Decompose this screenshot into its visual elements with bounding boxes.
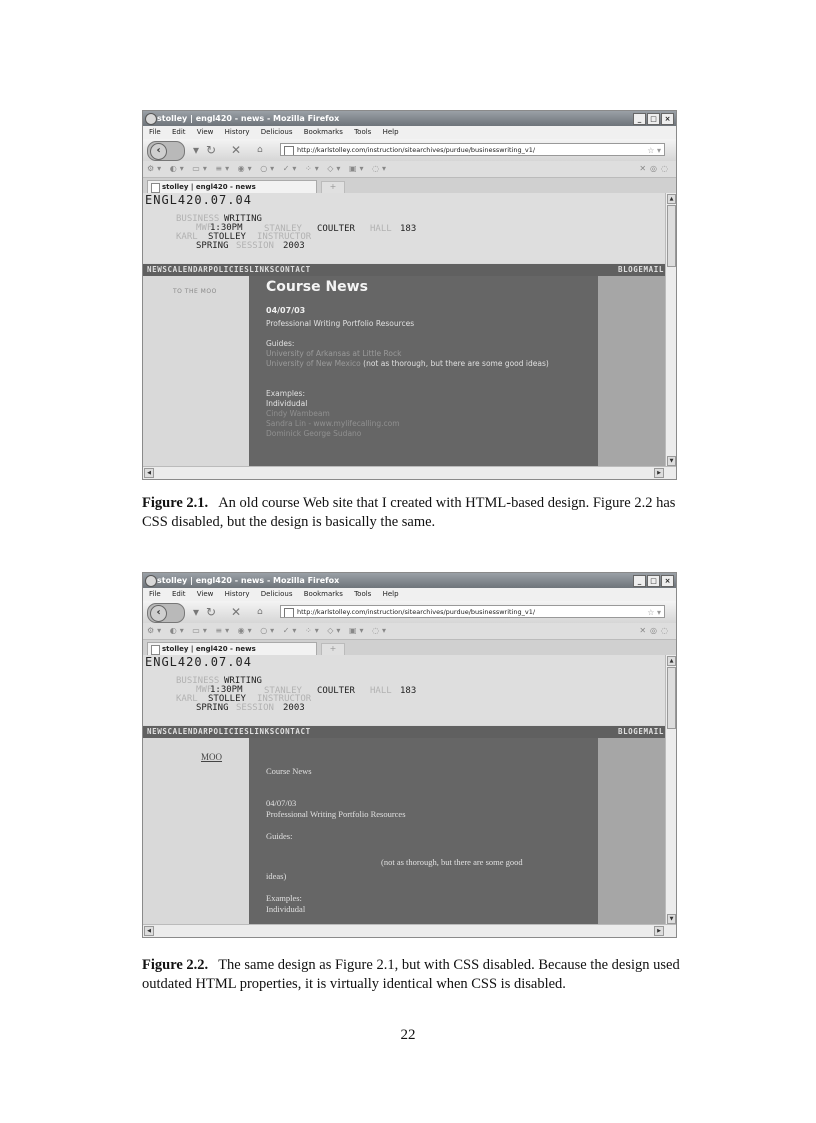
header-hall: HALL xyxy=(370,686,392,696)
reload-icon[interactable]: ↻ xyxy=(206,605,217,619)
header-business: BUSINESS xyxy=(176,214,220,224)
menu-item-delicious[interactable]: Delicious xyxy=(260,128,293,136)
guide-note-line-2: ideas) xyxy=(266,871,287,881)
header-instructor: INSTRUCTOR xyxy=(257,694,312,704)
scroll-right-icon[interactable]: ▶ xyxy=(654,926,664,936)
horizontal-scrollbar[interactable] xyxy=(143,924,676,937)
scroll-down-icon[interactable]: ▼ xyxy=(667,456,676,466)
news-panel xyxy=(249,276,598,467)
header-session: SESSION xyxy=(236,241,274,251)
right-column xyxy=(598,738,666,925)
toolbar-right-icons[interactable]: ✕◎◌ xyxy=(639,164,672,173)
header-writing: WRITING xyxy=(224,676,262,686)
window-title: stolley | engl420 - news - Mozilla Firefox xyxy=(157,576,340,585)
site-nav xyxy=(143,726,666,738)
site-nav-blog-email[interactable]: BLOGEMAIL xyxy=(617,727,664,736)
header-stolley: STOLLEY xyxy=(208,694,246,704)
header-time: 1:30PM xyxy=(210,685,243,695)
url-text: http://karlstolley.com/instruction/sitearchives/purdue/businesswriting_v1/ xyxy=(297,146,536,154)
menu-item-view[interactable]: View xyxy=(196,590,214,598)
moo-sidebar-link[interactable]: TO THE MOO xyxy=(173,288,217,295)
scroll-right-icon[interactable]: ▶ xyxy=(654,468,664,478)
scroll-up-icon[interactable]: ▲ xyxy=(667,656,676,666)
close-icon[interactable]: × xyxy=(661,113,674,125)
news-subtitle: Professional Writing Portfolio Resources xyxy=(266,809,406,819)
scroll-down-icon[interactable]: ▼ xyxy=(667,914,676,924)
url-text: http://karlstolley.com/instruction/sitearchives/purdue/businesswriting_v1/ xyxy=(297,608,536,616)
window-controls xyxy=(633,113,674,125)
minimize-icon[interactable]: _ xyxy=(633,113,646,125)
window-titlebar xyxy=(143,111,676,126)
firefox-icon xyxy=(145,113,157,125)
guides-label: Guides: xyxy=(266,831,293,841)
site-nav-blog-email[interactable]: BLOGEMAIL xyxy=(617,265,664,274)
tab-strip xyxy=(143,640,676,655)
menu-item-bookmarks[interactable]: Bookmarks xyxy=(303,128,343,136)
figure-2-1-caption xyxy=(142,494,682,532)
right-column xyxy=(598,276,666,467)
example-link-sudano[interactable]: Dominick George Sudano xyxy=(266,429,362,438)
stop-icon[interactable]: ✕ xyxy=(231,143,242,157)
header-writing: WRITING xyxy=(224,214,262,224)
guides-label: Guides: xyxy=(266,339,295,348)
site-nav xyxy=(143,264,666,276)
menu-item-help[interactable]: Help xyxy=(382,128,399,136)
home-icon[interactable]: ⌂ xyxy=(257,145,263,155)
scroll-thumb[interactable] xyxy=(667,205,676,267)
header-mwf: MWF xyxy=(196,685,213,695)
menu-item-bookmarks[interactable]: Bookmarks xyxy=(303,590,343,598)
navigation-toolbar xyxy=(143,601,676,623)
menu-item-history[interactable]: History xyxy=(224,128,250,136)
figure-2-1-label: Figure 2.1. xyxy=(142,495,209,511)
stop-icon[interactable]: ✕ xyxy=(231,605,242,619)
url-bar[interactable] xyxy=(280,605,665,618)
page-number: 22 xyxy=(400,1027,416,1043)
menu-item-edit[interactable]: Edit xyxy=(171,590,186,598)
header-coulter: COULTER xyxy=(317,224,355,234)
navigation-toolbar xyxy=(143,139,676,161)
menu-item-history[interactable]: History xyxy=(224,590,250,598)
dropdown-icon[interactable]: ▾ xyxy=(193,605,200,619)
course-news-heading: Course News xyxy=(266,766,312,776)
news-panel-unstyled xyxy=(249,738,598,925)
example-individual: Individudal xyxy=(266,399,308,408)
tab-engl420-news[interactable]: stolley | engl420 - news xyxy=(147,642,317,655)
examples-label: Examples: xyxy=(266,389,305,398)
figure-2-2-label: Figure 2.2. xyxy=(142,957,209,973)
guide-note: (not as thorough, but there are some good ideas) xyxy=(360,359,549,368)
extensions-toolbar xyxy=(143,623,676,640)
menu-item-file[interactable]: File xyxy=(149,590,161,598)
header-karl: KARL xyxy=(176,694,198,704)
figure-2-1-screenshot xyxy=(142,110,677,480)
firefox-icon xyxy=(145,575,157,587)
scroll-left-icon[interactable]: ◀ xyxy=(144,468,154,478)
header-time: 1:30PM xyxy=(210,223,243,233)
guide-link-new-mexico[interactable]: University of New Mexico xyxy=(266,359,361,368)
header-stanley: STANLEY xyxy=(264,686,302,696)
header-spring: SPRING xyxy=(196,703,229,713)
header-mwf: MWF xyxy=(196,223,213,233)
header-year: 2003 xyxy=(283,703,305,713)
example-link-wambeam[interactable]: Cindy Wambeam xyxy=(266,409,330,418)
maximize-icon[interactable]: □ xyxy=(647,113,660,125)
figure-2-1-text: An old course Web site that I created with HTML-based design. Figure 2.2 has CSS disabled, but the design is basically the same. xyxy=(142,495,676,530)
figure-2-2-screenshot xyxy=(142,572,677,938)
guide-link-arkansas[interactable]: University of Arkansas at Little Rock xyxy=(266,349,402,358)
web-page xyxy=(143,193,666,467)
back-forward-buttons[interactable] xyxy=(147,603,185,623)
site-header xyxy=(143,655,666,725)
header-spring: SPRING xyxy=(196,241,229,251)
new-tab-button[interactable]: + xyxy=(321,643,345,656)
news-date: 04/07/03 xyxy=(266,798,297,808)
bookmark-star-icon[interactable]: ☆ ▾ xyxy=(647,146,661,155)
menu-item-edit[interactable]: Edit xyxy=(171,128,186,136)
scroll-up-icon[interactable]: ▲ xyxy=(667,194,676,204)
header-coulter: COULTER xyxy=(317,686,355,696)
url-bar[interactable] xyxy=(280,143,665,156)
home-icon[interactable]: ⌂ xyxy=(257,607,263,617)
vertical-scrollbar[interactable] xyxy=(665,193,676,467)
back-arrow-icon[interactable]: ‹ xyxy=(150,605,167,622)
site-title: ENGL420.07.04 xyxy=(145,655,252,669)
menu-item-help[interactable]: Help xyxy=(382,590,399,598)
menu-bar xyxy=(143,588,676,601)
page-icon xyxy=(284,146,294,156)
window-controls xyxy=(633,575,674,587)
menu-bar xyxy=(143,126,676,139)
site-nav-links[interactable]: NEWSCALENDARPOLICIESLINKSCONTACT xyxy=(147,727,311,736)
dropdown-icon[interactable]: ▾ xyxy=(193,143,200,157)
site-nav-links[interactable]: NEWSCALENDARPOLICIESLINKSCONTACT xyxy=(147,265,311,274)
scroll-thumb[interactable] xyxy=(667,667,676,729)
window-titlebar xyxy=(143,573,676,588)
guide-note-line-1: (not as thorough, but there are some good xyxy=(381,857,523,867)
examples-label: Examples: xyxy=(266,893,302,903)
back-arrow-icon[interactable]: ‹ xyxy=(150,143,167,160)
reload-icon[interactable]: ↻ xyxy=(206,143,217,157)
menu-item-file[interactable]: File xyxy=(149,128,161,136)
back-forward-buttons[interactable] xyxy=(147,141,185,161)
guide-new-mexico xyxy=(266,359,586,369)
extension-icons[interactable]: ⚙▾ ◐▾ ▭▾ ≡▾ ◉▾ ○▾ ✓▾ ⁘▾ ◇▾ ▣▾ ◌▾ xyxy=(147,164,390,173)
vertical-scrollbar[interactable] xyxy=(665,655,676,925)
extension-icons[interactable]: ⚙▾ ◐▾ ▭▾ ≡▾ ◉▾ ○▾ ✓▾ ⁘▾ ◇▾ ▣▾ ◌▾ xyxy=(147,626,390,635)
news-date: 04/07/03 xyxy=(266,306,306,315)
header-karl: KARL xyxy=(176,232,198,242)
figure-2-2-text: The same design as Figure 2.1, but with CSS disabled. Because the design used outdated HTML properties, it is virtually identical when CSS is disabled. xyxy=(142,957,680,992)
header-instructor: INSTRUCTOR xyxy=(257,232,312,242)
example-individual: Individudal xyxy=(266,904,306,914)
example-link-lin[interactable]: Sandra Lin - www.mylifecalling.com xyxy=(266,419,400,428)
header-stanley: STANLEY xyxy=(264,224,302,234)
header-business: BUSINESS xyxy=(176,676,220,686)
extensions-toolbar xyxy=(143,161,676,178)
menu-item-view[interactable]: View xyxy=(196,128,214,136)
news-subtitle: Professional Writing Portfolio Resources xyxy=(266,319,415,328)
menu-item-tools[interactable]: Tools xyxy=(354,128,372,136)
figure-2-2-caption xyxy=(142,956,682,994)
site-header xyxy=(143,193,666,263)
window-title: stolley | engl420 - news - Mozilla Firefox xyxy=(157,114,340,123)
web-page xyxy=(143,655,666,925)
new-tab-button[interactable]: + xyxy=(321,181,345,194)
tab-engl420-news[interactable]: stolley | engl420 - news xyxy=(147,180,317,193)
toolbar-right-icons[interactable]: ✕◎◌ xyxy=(639,626,672,635)
header-year: 2003 xyxy=(283,241,305,251)
header-stolley: STOLLEY xyxy=(208,232,246,242)
menu-item-delicious[interactable]: Delicious xyxy=(260,590,293,598)
horizontal-scrollbar[interactable] xyxy=(143,466,676,479)
moo-link[interactable]: MOO xyxy=(201,752,223,762)
menu-item-tools[interactable]: Tools xyxy=(354,590,372,598)
minimize-icon[interactable]: _ xyxy=(633,575,646,587)
tab-strip xyxy=(143,178,676,193)
page-icon xyxy=(284,608,294,618)
header-hall: HALL xyxy=(370,224,392,234)
course-news-heading: Course News xyxy=(266,279,368,295)
header-session: SESSION xyxy=(236,703,274,713)
scroll-left-icon[interactable]: ◀ xyxy=(144,926,154,936)
site-title: ENGL420.07.04 xyxy=(145,193,252,207)
close-icon[interactable]: × xyxy=(661,575,674,587)
header-room: 183 xyxy=(400,686,417,696)
maximize-icon[interactable]: □ xyxy=(647,575,660,587)
header-room: 183 xyxy=(400,224,417,234)
bookmark-star-icon[interactable]: ☆ ▾ xyxy=(647,608,661,617)
